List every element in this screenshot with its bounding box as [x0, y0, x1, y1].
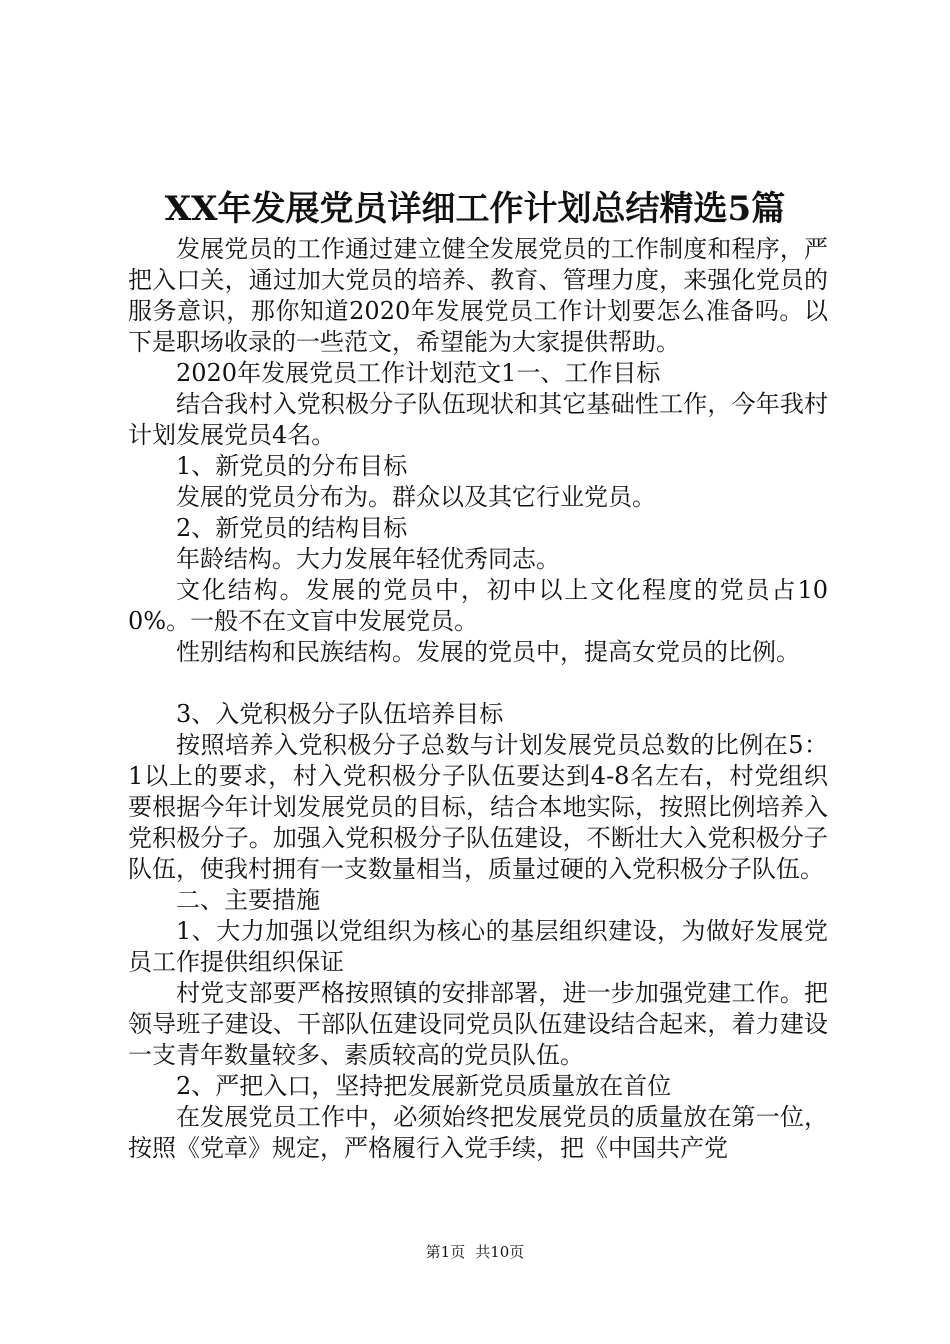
subheading-strict-entry: 2、严把入口，坚持把发展新党员质量放在首位 [176, 1072, 672, 1100]
paragraph: 发展的党员分布为。群众以及其它行业党员。 [176, 483, 656, 511]
page-total: 共10页 [475, 1243, 525, 1261]
paragraph: 年龄结构。大力发展年轻优秀同志。 [176, 545, 560, 573]
subheading-organization-building: 1、大力加强以党组织为核心的基层组织建设，为做好发展党员工作提供组织保证 [128, 917, 828, 976]
subheading-activist-training-goal: 3、入党积极分子队伍培养目标 [176, 700, 504, 728]
paragraph: 文化结构。发展的党员中，初中以上文化程度的党员占100%。一般不在文盲中发展党员。 [128, 576, 828, 635]
page-number: 第1页 [425, 1243, 466, 1261]
page-footer [0, 1242, 950, 1262]
paragraph: 按照培养入党积极分子总数与计划发展党员总数的比例在5：1以上的要求，村入党积极分子队伍要达到4-8名左右，村党组织要根据今年计划发展党员的目标，结合本地实际，按照比例培养入党积极分子。加强入党积极分子队伍建设，不断壮大入党积极分子队伍，使我村拥有一支数量相当，质量过硬的入党积极分子队伍。 [128, 731, 828, 883]
subheading-structure-goal: 2、新党员的结构目标 [176, 514, 408, 542]
document-body [128, 234, 828, 1164]
subheading-distribution-goal: 1、新党员的分布目标 [176, 452, 408, 480]
document-title: XX年发展党员详细工作计划总结精选5篇 [164, 189, 786, 229]
section-heading-work-goal: 2020年发展党员工作计划范文1一、工作目标 [176, 359, 661, 387]
intro-paragraph: 发展党员的工作通过建立健全发展党员的工作制度和程序，严把入口关，通过加大党员的培养、教育、管理力度，来强化党员的服务意识，那你知道2020年发展党员工作计划要怎么准备吗。以下是职场收录的一些范文，希望能为大家提供帮助。 [128, 235, 828, 356]
paragraph: 性别结构和民族结构。发展的党员中，提高女党员的比例。 [176, 638, 800, 666]
section-heading-main-measures: 二、主要措施 [176, 886, 320, 914]
paragraph: 结合我村入党积极分子队伍现状和其它基础性工作，今年我村计划发展党员4名。 [128, 390, 828, 449]
paragraph: 村党支部要严格按照镇的安排部署，进一步加强党建工作。把领导班子建设、干部队伍建设同党员队伍建设结合起来，着力建设一支青年数量较多、素质较高的党员队伍。 [128, 979, 828, 1069]
paragraph: 在发展党员工作中，必须始终把发展党员的质量放在第一位，按照《党章》规定，严格履行入党手续，把《中国共产党 [128, 1103, 828, 1162]
